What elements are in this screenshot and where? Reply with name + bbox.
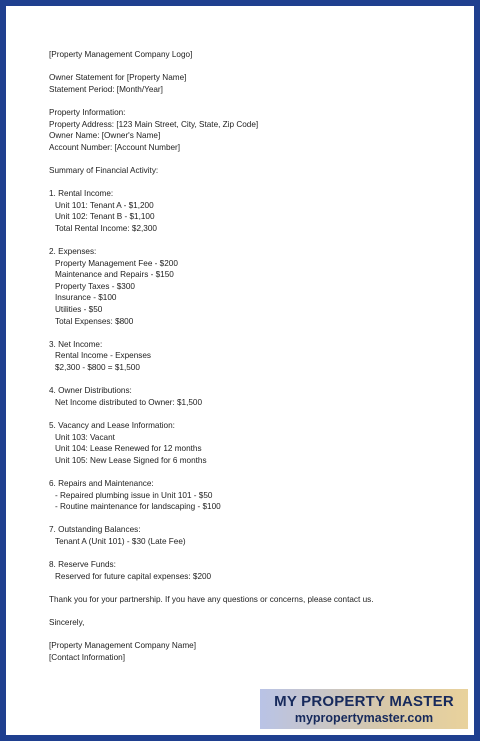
section-outstanding-balances [49, 524, 469, 547]
section-heading: 1. Rental Income: [49, 189, 114, 199]
brand-banner [260, 689, 468, 729]
list-item: Total Rental Income: $2,300 [55, 223, 157, 233]
section-repairs [49, 478, 469, 513]
list-item: - Routine maintenance for landscaping - $100 [55, 502, 221, 512]
property-info-heading: Property Information: [49, 107, 126, 117]
signature-contact: [Contact Information] [49, 652, 125, 662]
section-heading: 7. Outstanding Balances: [49, 525, 141, 535]
section-heading: 4. Owner Distributions: [49, 386, 132, 396]
list-item: Utilities - $50 [55, 305, 103, 315]
list-item: Unit 103: Vacant [55, 432, 115, 442]
list-item: Total Expenses: $800 [55, 316, 134, 326]
section-reserve-funds [49, 559, 469, 582]
closing: Sincerely, [49, 618, 85, 628]
list-item: Net Income distributed to Owner: $1,500 [55, 397, 202, 407]
section-heading: 2. Expenses: [49, 247, 97, 257]
section-heading: 3. Net Income: [49, 339, 103, 349]
statement-document [49, 49, 469, 663]
list-item: Unit 105: New Lease Signed for 6 months [55, 455, 207, 465]
list-item: Unit 102: Tenant B - $1,100 [55, 212, 155, 222]
section-heading: 8. Reserve Funds: [49, 560, 116, 570]
list-item: - Repaired plumbing issue in Unit 101 - $50 [55, 490, 213, 500]
property-address: Property Address: [123 Main Street, City, State, Zip Code] [49, 119, 259, 129]
brand-url: mypropertymaster.com [294, 711, 434, 725]
section-owner-distributions [49, 385, 469, 408]
statement-title: Owner Statement for [Property Name] [49, 73, 187, 83]
list-item: Unit 101: Tenant A - $1,200 [55, 200, 154, 210]
section-expenses [49, 246, 469, 327]
signature-company: [Property Management Company Name] [49, 641, 196, 651]
list-item: Property Management Fee - $200 [55, 258, 178, 268]
list-item: Property Taxes - $300 [55, 281, 135, 291]
account-number: Account Number: [Account Number] [49, 142, 181, 152]
section-heading: 5. Vacancy and Lease Information: [49, 421, 175, 430]
list-item: Reserved for future capital expenses: $200 [55, 571, 212, 581]
list-item: Tenant A (Unit 101) - $30 (Late Fee) [55, 536, 186, 546]
brand-name: MY PROPERTY MASTER [274, 693, 454, 710]
summary-heading: Summary of Financial Activity: [49, 165, 159, 175]
list-item: Unit 104: Lease Renewed for 12 months [55, 444, 202, 454]
statement-period: Statement Period: [Month/Year] [49, 84, 163, 94]
thank-you-note: Thank you for your partnership. If you have any questions or concerns, please contact us. [49, 594, 374, 604]
list-item: Rental Income - Expenses [55, 351, 152, 361]
section-net-income [49, 339, 469, 374]
owner-name: Owner Name: [Owner's Name] [49, 131, 161, 141]
section-vacancy-lease [49, 420, 469, 466]
list-item: Maintenance and Repairs - $150 [55, 270, 174, 280]
logo-placeholder: [Property Management Company Logo] [49, 50, 193, 59]
list-item: Insurance - $100 [55, 293, 117, 303]
list-item: $2,300 - $800 = $1,500 [55, 363, 140, 373]
section-heading: 6. Repairs and Maintenance: [49, 478, 154, 488]
section-rental-income [49, 188, 469, 234]
